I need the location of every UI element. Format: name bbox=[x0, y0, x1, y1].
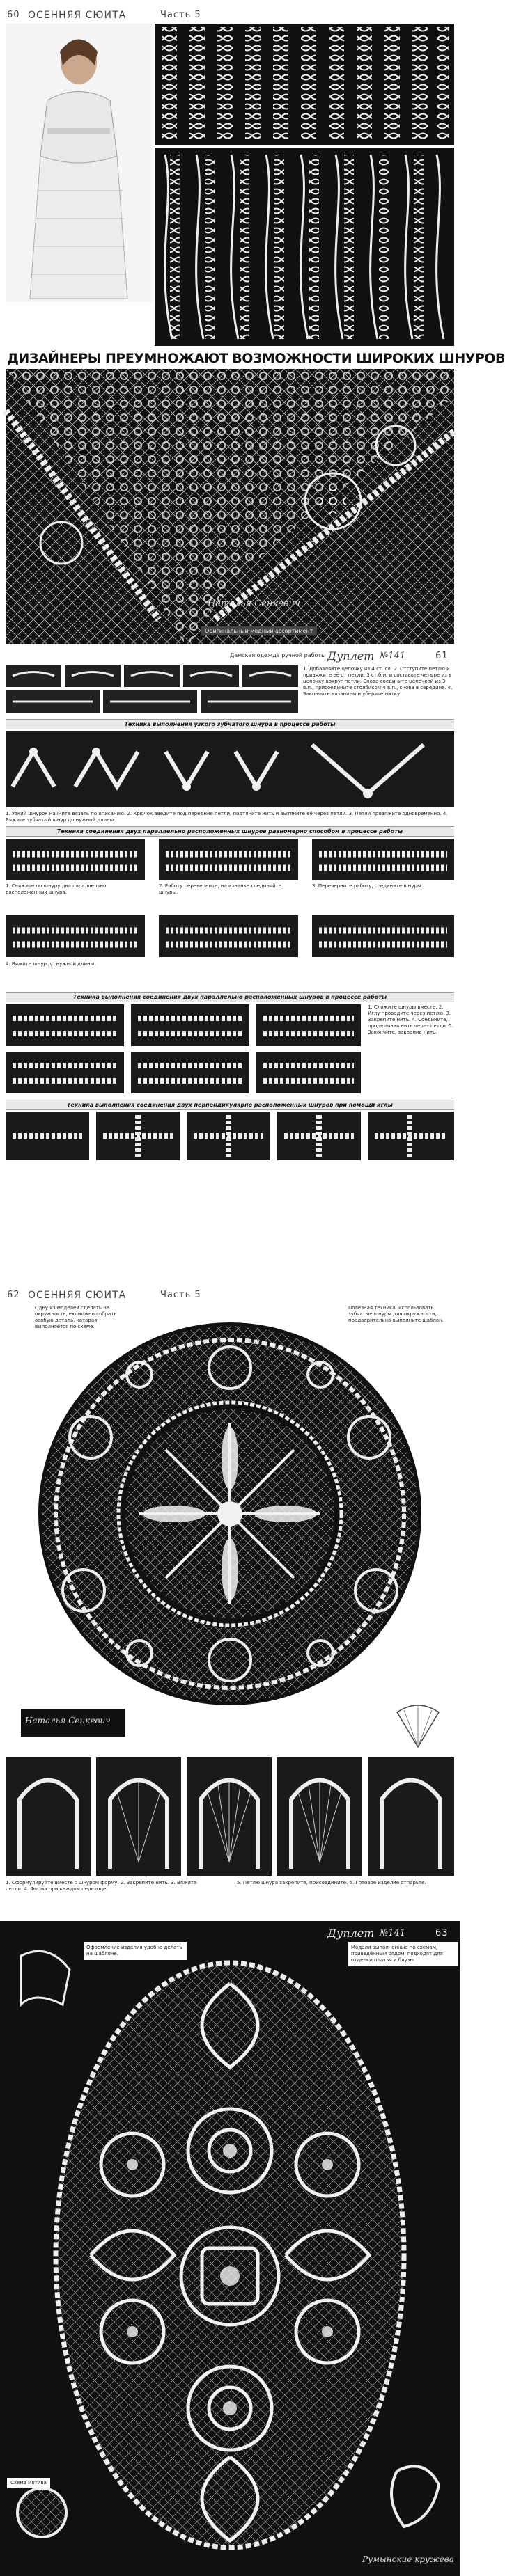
steps-photos-top bbox=[6, 665, 298, 713]
step-1-text: 1. Свяжите по шнуру два параллельно расположенных шнура. bbox=[6, 883, 107, 895]
steps-text-top: 1. Добавляйте цепочку из 4 ст. сл. 2. Отступите петлю и привяжите её от петли, 3 ст.б.н. и составьте четыре из в цепочку вокруг петли. Снова соедините цепочкой из 3 в.п., присоедините столбиком 4 в.п., снова в середине. 4. Закончите вязанием и уберите нитку. bbox=[303, 666, 453, 697]
zigzag-cord-photos bbox=[6, 731, 454, 807]
model-photo bbox=[6, 24, 152, 302]
cord-samples-wide bbox=[155, 148, 454, 346]
page-part: Часть 5 bbox=[160, 10, 201, 20]
left-note-text: Оформление изделия удобно делать на шаблоне. bbox=[86, 1945, 182, 1957]
section-bar-3: Техника выполнения соединения двух параллельно расположенных шнуров в процессе работы bbox=[6, 992, 454, 1002]
right-note: Полезная техника: использовать зубчатые шнуры для окружности, предварительно выполните шаблон. bbox=[348, 1305, 444, 1323]
bottom-text-right: 5. Петлю шнура закрепите, присоедините. 6. Готовое изделие отпарьте. bbox=[237, 1880, 426, 1886]
page-63 bbox=[0, 1921, 460, 2576]
bottom-text-left: 1. Сформулируйте вместе с шнуром форму. 2. Закрепите нить. 3. Вяжите петли. 4. Форма при каждом переходе. bbox=[6, 1880, 197, 1892]
round-doily bbox=[14, 1319, 446, 1709]
signature-block bbox=[21, 1709, 125, 1737]
page-number: 60 bbox=[7, 10, 20, 20]
page-part: Часть 5 bbox=[160, 1290, 201, 1300]
headline: ДИЗАЙНЕРЫ ПРЕУМНОЖАЮТ ВОЗМОЖНОСТИ ШИРОКИХ ШНУРОВ bbox=[7, 351, 505, 366]
issue-number: №141 bbox=[380, 1928, 406, 1938]
footer-ribbon: Оригинальный модный ассортимент bbox=[201, 626, 317, 635]
needle-join-photos bbox=[6, 1112, 454, 1174]
step-3-text: 3. Переверните работу, соедините шнуры. bbox=[312, 883, 423, 889]
motif-caption-text: Схема мотива bbox=[10, 2480, 47, 2486]
section-bar-4: Техника выполнения соединения двух перпендикулярно расположенных шнуров при помощи иглы bbox=[6, 1100, 454, 1110]
right-note-text: Модели выполненные по схемам, приведённым рядом, подходят для отделки платья и блузы. bbox=[351, 1945, 443, 1963]
page-number: 62 bbox=[7, 1290, 20, 1300]
shell-sketch bbox=[390, 1702, 446, 1751]
steps-text-mid: 1. Узкий шнурок начните вязать по описанию. 2. Крючок введите под передние петли, подтяните нить и вытяните её через петли. 3. Петли провяжите одновременно. 4. Вяжите зубчатый шнур до нужной длины. bbox=[6, 811, 448, 823]
oval-lace-panel bbox=[7, 1942, 453, 2554]
cord-samples bbox=[155, 24, 454, 145]
section-bar-1: Техника выполнения узкого зубчатого шнура в процессе работы bbox=[6, 719, 454, 729]
step-4-text: 4. Вяжите шнур до нужной длины. bbox=[6, 961, 96, 967]
section-bar-2: Техника соединения двух параллельно расположенных шнуров равномерно способом в процессе работы bbox=[6, 826, 454, 837]
page-61 bbox=[0, 644, 460, 1312]
page-62 bbox=[0, 1284, 460, 1925]
designer-signature: Наталья Сенкевич bbox=[208, 599, 300, 609]
page-subtitle: Дамская одежда ручной работы bbox=[230, 652, 326, 658]
magazine-name: Дуплет bbox=[327, 649, 375, 663]
page-60 bbox=[0, 0, 505, 668]
page-number: 63 bbox=[435, 1928, 449, 1938]
joining-notes: 1. Сложите шнуры вместе. 2. Иглу проведите через петлю. 3. Закрепите нить. 4. Соедините, проделывая нить через петли. 5. Закончите, закрепив нить. bbox=[368, 1004, 454, 1035]
step-2-text: 2. Работу переверните, на изнанке соединяйте шнуры. bbox=[159, 883, 282, 895]
issue-number: №141 bbox=[380, 651, 406, 661]
designer-signature: Наталья Сенкевич bbox=[25, 1716, 111, 1725]
footer-logo: Румынские кружева bbox=[362, 2554, 454, 2564]
page-title: ОСЕННЯЯ СЮИТА bbox=[28, 1290, 127, 1301]
magazine-name: Дуплет bbox=[327, 1927, 375, 1940]
motif-caption bbox=[7, 2478, 50, 2488]
intro-text: Одну из моделей сделать на окружность, ею можно собрать особую деталь, которая выполняется по схеме. bbox=[35, 1305, 117, 1329]
shell-steps-photos bbox=[6, 1757, 454, 1876]
parallel-cords-photos bbox=[6, 839, 454, 985]
page-title: ОСЕННЯЯ СЮИТА bbox=[28, 10, 127, 21]
page-number: 61 bbox=[435, 651, 449, 661]
lace-panel bbox=[6, 369, 454, 661]
joining-cords-photos bbox=[6, 1004, 454, 1095]
